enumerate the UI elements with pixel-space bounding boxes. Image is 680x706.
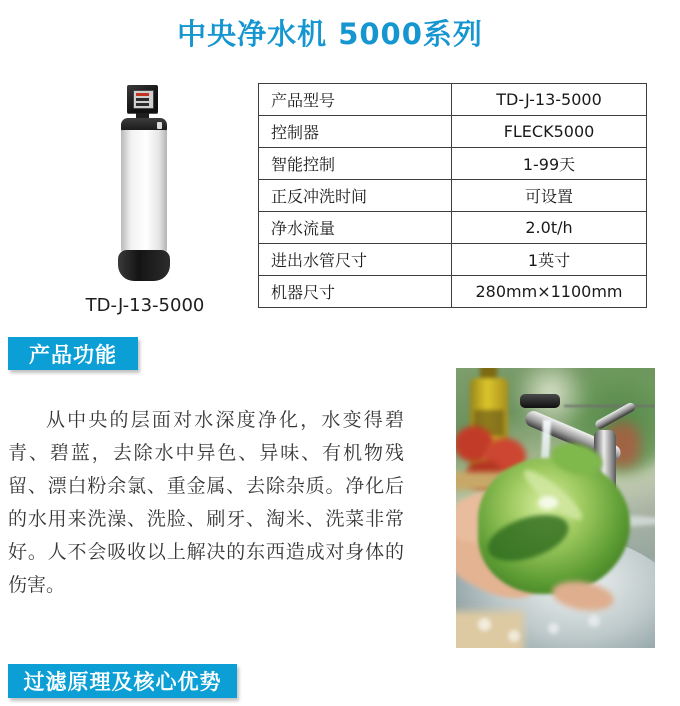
table-row xyxy=(259,276,647,308)
spec-label: 控制器 xyxy=(259,116,452,148)
bokeh-highlight xyxy=(588,615,600,627)
tank-display-button-row xyxy=(136,103,149,106)
spec-label: 进出水管尺寸 xyxy=(259,244,452,276)
spec-value: 280mm×1100mm xyxy=(452,276,647,308)
table-row xyxy=(259,148,647,180)
spec-value: FLECK5000 xyxy=(452,116,647,148)
faucet-knob xyxy=(520,394,560,408)
spec-value: TD-J-13-5000 xyxy=(452,84,647,116)
spec-value: 可设置 xyxy=(452,180,647,212)
table-row xyxy=(259,116,647,148)
spec-value: 1-99天 xyxy=(452,148,647,180)
spec-value: 1英寸 xyxy=(452,244,647,276)
section-heading-features: 产品功能 xyxy=(8,337,138,370)
tank-cap-label xyxy=(157,122,162,129)
tank-display-indicator xyxy=(136,93,149,96)
tank-display-panel xyxy=(133,90,154,109)
bokeh-highlight xyxy=(478,618,491,631)
spec-value: 2.0t/h xyxy=(452,212,647,244)
spec-label: 产品型号 xyxy=(259,84,452,116)
tank-display-button-row xyxy=(136,98,149,101)
table-row xyxy=(259,244,647,276)
section-heading-principle: 过滤原理及核心优势 xyxy=(8,664,237,698)
features-paragraph: 从中央的层面对水深度净化，水变得碧青、碧蓝，去除水中异色、异味、有机物残留、漂白粉余氯、重金属、去除杂质。净化后的水用来洗澡、洗脸、刷牙、淘米、洗菜非常好。人不会吸收以上解决的东西造成对身体的伤害。 xyxy=(8,409,404,596)
tank-control-head xyxy=(127,85,158,114)
tank-body xyxy=(121,130,167,254)
table-row xyxy=(259,180,647,212)
bokeh-highlight xyxy=(508,630,520,642)
photo-washing-lettuce xyxy=(456,368,655,648)
water-splash xyxy=(538,496,558,509)
spec-table xyxy=(258,83,647,308)
product-image-water-purifier-tank xyxy=(100,78,220,293)
spec-label: 智能控制 xyxy=(259,148,452,180)
spec-label: 净水流量 xyxy=(259,212,452,244)
table-row xyxy=(259,84,647,116)
page-title: 中央净水机 5000系列 xyxy=(177,17,483,51)
background-rod xyxy=(564,405,655,407)
spec-label: 正反冲洗时间 xyxy=(259,180,452,212)
spec-label: 机器尺寸 xyxy=(259,276,452,308)
bokeh-highlight xyxy=(548,623,559,634)
product-model-caption: TD-J-13-5000 xyxy=(85,295,205,316)
tank-base xyxy=(118,250,170,281)
table-row xyxy=(259,212,647,244)
